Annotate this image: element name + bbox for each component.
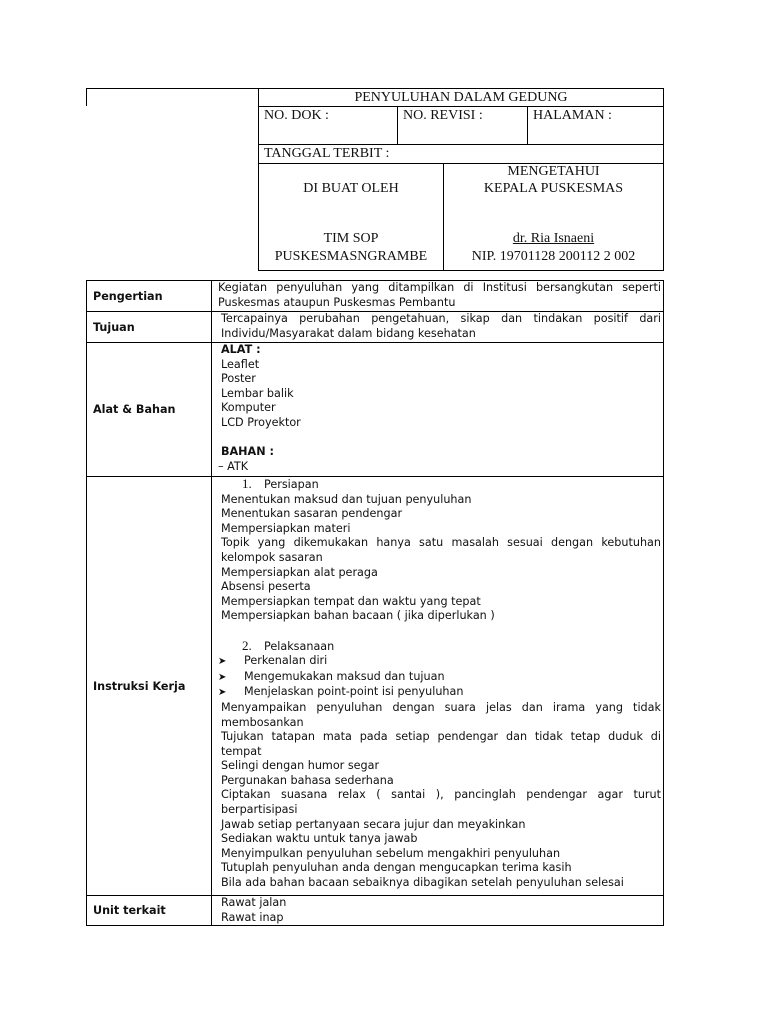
approved-by-cell bbox=[443, 164, 663, 270]
document-title: PENYULUHAN DALAM GEDUNG bbox=[354, 90, 568, 105]
unit-terkait-content bbox=[212, 896, 664, 926]
no-revisi-field: NO. REVISI : bbox=[397, 107, 527, 144]
list-item: Topik yang dikemukakan hanya satu masalah sesuai dengan kebutuhan kelompok sasaran bbox=[221, 536, 661, 564]
instruksi-label: Instruksi Kerja bbox=[87, 477, 212, 896]
list-item: Absensi peserta bbox=[221, 580, 311, 594]
list-item: ➤ Perkenalan diri bbox=[218, 654, 661, 670]
list-item: Mempersiapkan alat peraga bbox=[221, 565, 378, 579]
document-header bbox=[258, 88, 664, 271]
list-item: Mempersiapkan materi bbox=[221, 521, 351, 535]
list-item: ➤ Menjelaskan point-point isi penyuluhan bbox=[218, 685, 661, 701]
list-item: Menentukan maksud dan tujuan penyuluhan bbox=[221, 492, 472, 506]
halaman-field: HALAMAN : bbox=[527, 107, 663, 144]
mengetahui-label: MENGETAHUI bbox=[507, 164, 600, 179]
tujuan-content bbox=[212, 312, 664, 343]
list-item: Rawat jalan bbox=[221, 896, 287, 909]
step-number: 1. bbox=[242, 476, 252, 491]
list-item: Menyampaikan penyuluhan dengan suara jelas dan irama yang tidak membosankan bbox=[221, 700, 661, 729]
alat-bahan-content bbox=[212, 343, 664, 477]
list-item: Tujukan tatapan mata pada setiap pendengar dan tidak tetap duduk di tempat bbox=[221, 730, 661, 758]
step-number: 2. bbox=[242, 637, 252, 653]
arrow-bullet-icon: ➤ bbox=[218, 687, 227, 699]
unit-terkait-label: Unit terkait bbox=[87, 896, 212, 926]
list-item: Mempersiapkan tempat dan waktu yang tepat bbox=[221, 594, 481, 608]
bahan-heading: BAHAN : bbox=[221, 445, 274, 459]
list-item: Sediakan waktu untuk tanya jawab bbox=[221, 832, 418, 846]
list-item: ➤ Mengemukakan maksud dan tujuan bbox=[218, 670, 661, 686]
step-title: Pelaksanaan bbox=[264, 639, 335, 653]
list-item: Poster bbox=[221, 372, 256, 386]
signer-nip: NIP. 19701128 200112 2 002 bbox=[471, 249, 636, 264]
list-item: – ATK bbox=[218, 459, 249, 473]
list-item: Mempersiapkan bahan bacaan ( jika diperlukan ) bbox=[221, 609, 495, 623]
table-row bbox=[87, 281, 664, 312]
list-item: Tutuplah penyuluhan anda dengan mengucapkan terima kasih bbox=[221, 861, 572, 875]
list-item: Menyimpulkan penyuluhan sebelum mengakhiri penyuluhan bbox=[221, 846, 561, 860]
list-item: Menentukan sasaran pendengar bbox=[221, 507, 403, 521]
arrow-bullet-icon: ➤ bbox=[218, 671, 227, 683]
step-heading bbox=[218, 477, 661, 493]
signer-name: dr. Ria Isnaeni bbox=[512, 231, 595, 246]
list-item: Rawat inap bbox=[221, 910, 284, 924]
kepala-label: KEPALA PUSKESMAS bbox=[483, 181, 624, 196]
table-row bbox=[87, 477, 664, 896]
table-row bbox=[87, 312, 664, 343]
prepared-by-cell bbox=[259, 164, 443, 270]
pengertian-label: Pengertian bbox=[87, 281, 212, 312]
alat-bahan-label: Alat & Bahan bbox=[87, 343, 212, 477]
list-item: Bila ada bahan bacaan sebaiknya dibagikan setelah penyuluhan selesai bbox=[221, 876, 624, 890]
step-title: Persiapan bbox=[264, 478, 319, 491]
list-item: Lembar balik bbox=[221, 386, 294, 400]
tujuan-label: Tujuan bbox=[87, 312, 212, 343]
tim-sop-label: TIM SOP bbox=[323, 231, 379, 246]
logo-area bbox=[86, 88, 258, 106]
list-item: Selingi dengan humor segar bbox=[221, 759, 380, 773]
procedure-table bbox=[86, 280, 664, 926]
tanggal-terbit-field: TANGGAL TERBIT : bbox=[264, 146, 390, 161]
step-heading bbox=[218, 639, 661, 655]
arrow-bullet-icon: ➤ bbox=[218, 656, 227, 668]
pengertian-content bbox=[212, 281, 664, 312]
instruksi-content bbox=[212, 477, 664, 896]
dibuat-oleh-label: DI BUAT OLEH bbox=[303, 181, 399, 196]
list-item: Komputer bbox=[221, 401, 276, 415]
table-row bbox=[87, 896, 664, 926]
list-item: Leaflet bbox=[221, 357, 260, 371]
list-item: LCD Proyektor bbox=[221, 415, 301, 429]
list-item: Ciptakan suasana relax ( santai ), pancinglah pendengar agar turut berpartisipasi bbox=[221, 788, 661, 817]
alat-heading: ALAT : bbox=[221, 343, 261, 356]
no-dok-field: NO. DOK : bbox=[264, 108, 329, 123]
table-row bbox=[87, 343, 664, 477]
list-item: Pergunakan bahasa sederhana bbox=[221, 773, 394, 787]
tujuan-text: Tercapainya perubahan pengetahuan, sikap dan tindakan positif dari Individu/Masyarakat dalam bidang kesehatan bbox=[221, 312, 661, 340]
puskesmas-name: PUSKESMASNGRAMBE bbox=[274, 249, 428, 264]
list-item: Jawab setiap pertanyaan secara jujur dan meyakinkan bbox=[221, 817, 526, 831]
pengertian-text: Kegiatan penyuluhan yang ditampilkan di Institusi bersangkutan seperti Puskesmas ataupun Puskesmas Pembantu bbox=[218, 281, 661, 309]
